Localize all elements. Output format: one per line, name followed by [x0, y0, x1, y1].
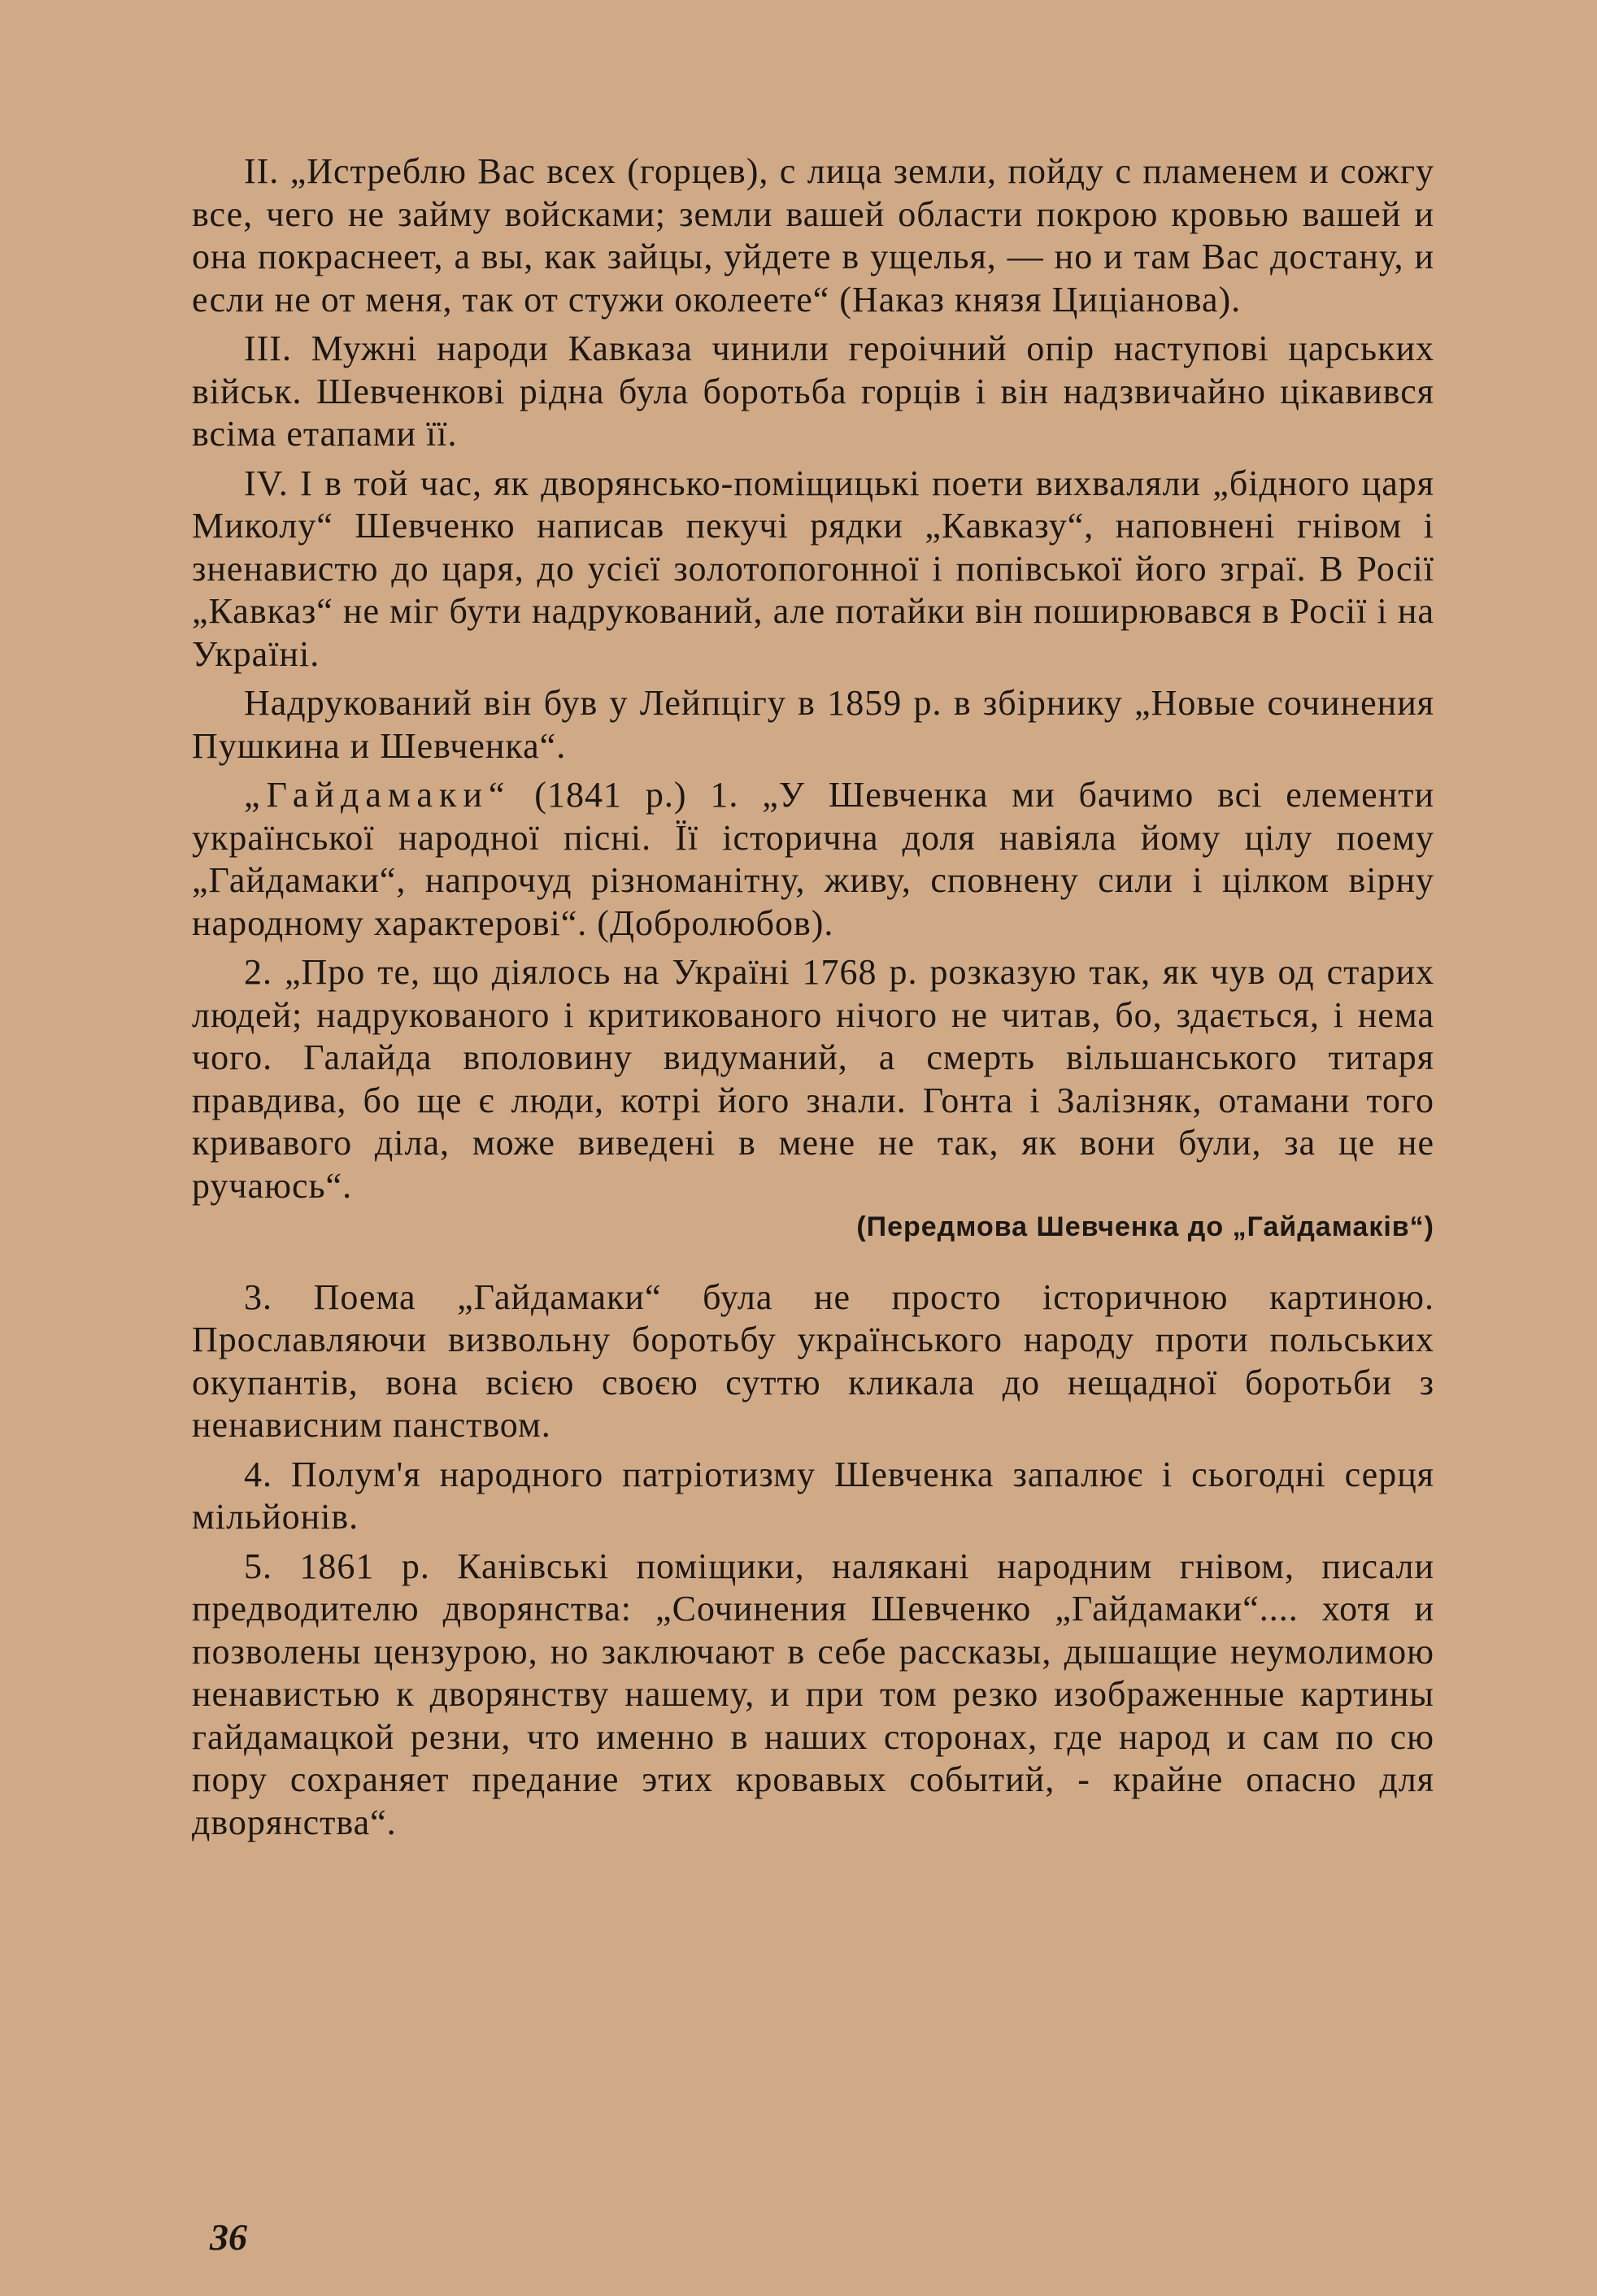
page-number: 36	[210, 2216, 247, 2258]
page-body	[192, 150, 1434, 1844]
paragraph-iv: IV. І в той час, як дворянсько-поміщицькі поети вихваляли „бідного царя Миколу“ Шевченко написав пекучі рядки „Кавказу“, наповнені гнівом і зненавистю до царя, до усієї золотопогонної і попівської його зграї. В Росії „Кавказ“ не міг бути надрукований, але потайки він поширювався в Росії і на Україні.	[192, 463, 1434, 674]
haidamaky-title: „Гайдамаки“	[244, 775, 511, 815]
quote-source: (Передмова Шевченка до „Гайдамаків“)	[856, 1211, 1434, 1242]
haidamaky-text: (1841 р.) 1. „У Шевченка ми бачимо всі елементи української народної пісні. Її історична доля навіяла йому цілу поему „Гайдамаки“, напрочуд різноманітну, живу, сповнену сили і цілком вірну народному характерові“. (Добролюбов).	[192, 775, 1434, 943]
paragraph-iii: III. Мужні народи Кавказа чинили героічний опір наступові царських військ. Шевченкові рідна була боротьба горців і він надзвичайно цікавився всіма етапами її.	[192, 328, 1434, 454]
paragraph-leipzig: Надрукований він був у Лейпцігу в 1859 р. в збірнику „Новые сочинения Пушкина и Шевченка“.	[192, 683, 1434, 766]
paragraph-3: 3. Поема „Гайдамаки“ була не просто історичною картиною. Прославляючи визвольну боротьбу українського народу проти польських окупантів, вона всією своєю суттю кликала до нещадної боротьби з ненависним панством.	[192, 1276, 1434, 1445]
paragraph-5: 5. 1861 р. Канівські поміщики, налякані народним гнівом, писали предводителю дворянства: „Сочинения Шевченко „Гайдамаки“.... хотя и позволены цензурою, но заключают в себе рассказы, дышащие неумолимою ненавистью к дворянству нашему, и при том резко изображенные картины гайдамацкой резни, что именно в наших сторонах, где народ и сам по сю пору сохраняет предание этих кровавых событий, - крайне опасно для дворянства“.	[192, 1546, 1434, 1842]
paragraph-haidamaky-1	[192, 774, 1434, 945]
paragraph-4: 4. Полум'я народного патріотизму Шевченка запалює і сьогодні серця мільйонів.	[192, 1454, 1434, 1537]
paragraph-preface-quote: 2. „Про те, що діялось на Україні 1768 р. розказую так, як чув од старих людей; надрукованого і критикованого нічого не читав, бо, здається, і нема чого. Галайда вполовину видуманий, а смерть вільшанського титаря правдива, бо ще є люди, котрі його знали. Гонта і Залізняк, отамани того кривавого діла, може виведені в мене не так, як вони були, за це не ручаюсь“.	[192, 952, 1434, 1206]
paragraph-ii-quote: II. „Истреблю Вас всех (горцев), с лица земли, пойду с пламенем и сожгу все, чего не займу войсками; земли вашей области покрою кровью вашей и она покраснеет, а вы, как зайцы, уйдете в ущелья, — но и там Вас достану, и если не от меня, так от стужи околеете“ (Наказ князя Циціанова).	[192, 151, 1434, 320]
